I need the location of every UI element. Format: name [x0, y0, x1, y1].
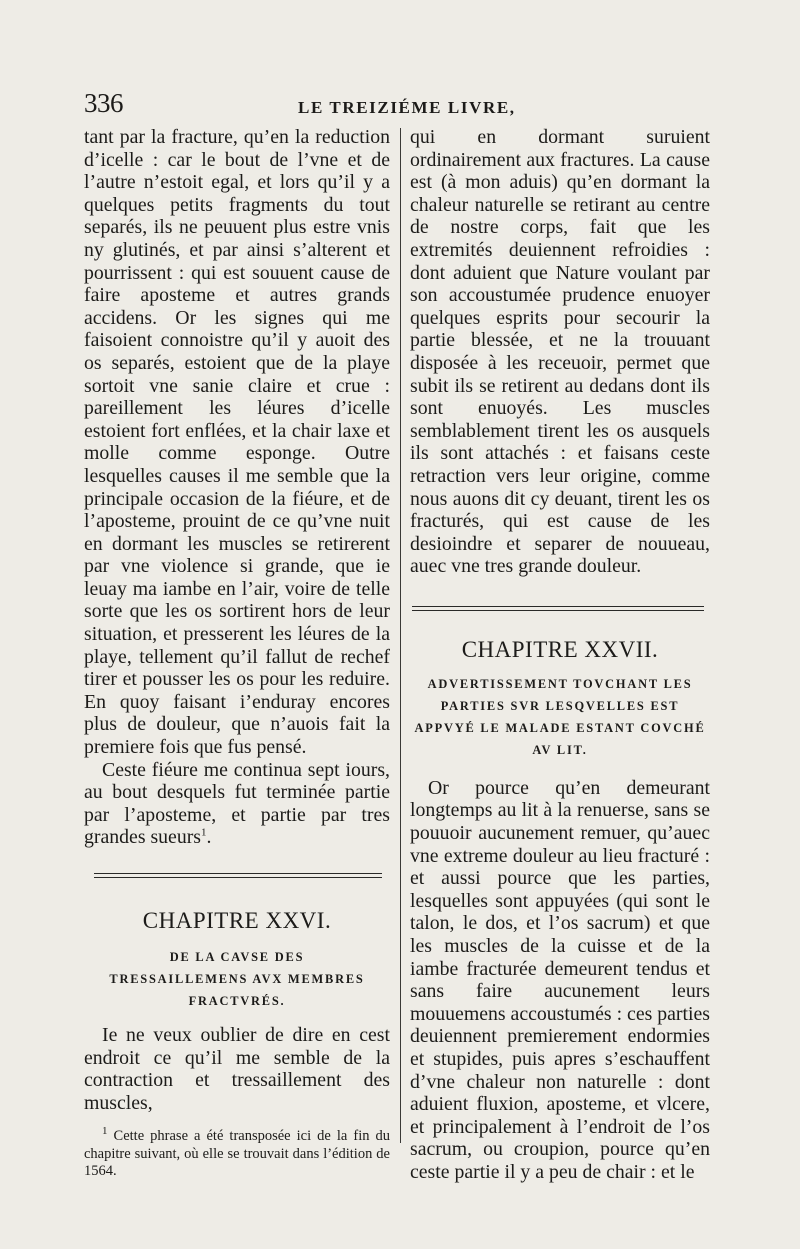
- left-paragraph-fever: [84, 759, 390, 849]
- right-continuation-paragraph: qui en dormant suruient ordinairement aux fractures. La cause est (à mon aduis) qu’en dormant la chaleur naturelle se retirant au centre de nostre corps, fait que les extremités deuiennent refroidies : dont aduient que Nature voulant par son accoustumée prudence enuoyer quelques esprits pour secourir la partie blessée, et ne la trouuant disposée à les receuoir, permet que subit ils se retirent au dedans dont ils sont enuoyés. Les muscles semblablement tirent les os ausquels ils sont attachés : et faisans ceste retraction vers leur origine, comme nous auons dit cy deuant, tirent les os fracturés, qui est cause de les desioindre et separer de nouueau, auec vne tres grande douleur.: [410, 126, 710, 578]
- right-column: [410, 126, 710, 1184]
- chapter-26-subtitle: DE LA CAVSE DES TRESSAILLEMENS AVX MEMBRES FRACTVRÉS.: [109, 950, 365, 1008]
- footnote: [84, 1125, 390, 1181]
- footnote-mark: 1: [102, 1125, 108, 1138]
- footnote-body: Cette phrase a été transposée ici de la fin du chapitre suivant, où elle se trouvait dans l’édition de 1564.: [84, 1128, 390, 1180]
- running-title: LE TREIZIÉME LIVRE,: [298, 98, 516, 117]
- section-rule: [412, 606, 704, 611]
- footnote-text: [84, 1125, 390, 1181]
- footnote-reference: 1: [201, 826, 207, 839]
- section-rule: [94, 873, 382, 878]
- running-header: [84, 88, 714, 120]
- chapter-26-text: Ie ne veux oublier de dire en cest endroit ce qu’il me semble de la contraction et tressaillement des muscles,: [84, 1024, 390, 1114]
- chapter-27-title: CHAPITRE XXVII.: [461, 636, 659, 662]
- left-continuation-paragraph: tant par la fracture, qu’en la reduction d’icelle : car le bout de l’vne et de l’autre n’estoit egal, et lors qu’il y a quelques petits fragments du tout separés, ils ne peuuent plus estre vnis ny glutinés, et par ainsi s’alterent et pourrissent : qui est souuent cause de faire aposteme et autres grands accidens. Or les signes qui me faisoient connoistre qu’il y auoit des os separés, estoient que de la playe sortoit vne sanie claire et crue : pareillement les léures d’icelle estoient fort enflées, et la chair laxe et molle comme esponge. Outre lesquelles causes il me semble que la principale occasion de la fiéure, et de l’aposteme, prouint de ce qu’vne nuit en dormant les muscles se retirerent par vne violence si grande, que ie leuay ma iambe en l’air, voire de telle sorte que les os sortirent hors de leur situation, et presserent les léures de la playe, tellement qu’il fallut de rechef tirer et pousser les os pour les reduire. En quoy faisant i’enduray encores plus de douleur, que n’auois fait la premiere fois que fus pensé.: [84, 126, 390, 759]
- column-divider: [400, 128, 401, 1143]
- fever-text: Ceste fiéure me continua sept iours, au bout desquels fut terminée partie par l’aposteme, et partie par tres grandes sueurs: [84, 758, 390, 849]
- left-column: [84, 126, 390, 1181]
- chapter-26-title: CHAPITRE XXVI.: [142, 908, 332, 933]
- chapter-27-subtitle: ADVERTISSEMENT TOVCHANT LES PARTIES SVR LESQVELLES EST APPVYÉ LE MALADE ESTANT COVCHÉ AV LIT.: [414, 676, 706, 757]
- chapter-27-text: Or pource qu’en demeurant longtemps au lit à la renuerse, sans se pouuoir aucunement remuer, qu’auec vne extreme douleur au lieu fracturé : et aussi pource que les parties, lesquelles sont appuyées (qui sont le talon, le dos, et l’os sacrum) et que les muscles de la cuisse et de la iambe fracturée demeurent tendus et sans faire aucunement leurs mouuemens accoustumés : ces parties deuiennent premierement endormies et stupides, puis apres s’eschauffent d’vne chaleur non naturelle : dont aduient fluxion, aposteme, et vlcere, et principalement à l’endroit de l’os sacrum, ou croupion, pource qu’en ceste partie il y a peu de chair : et le: [410, 776, 710, 1183]
- page-number: 336: [84, 88, 123, 118]
- fever-text-end: .: [206, 826, 212, 849]
